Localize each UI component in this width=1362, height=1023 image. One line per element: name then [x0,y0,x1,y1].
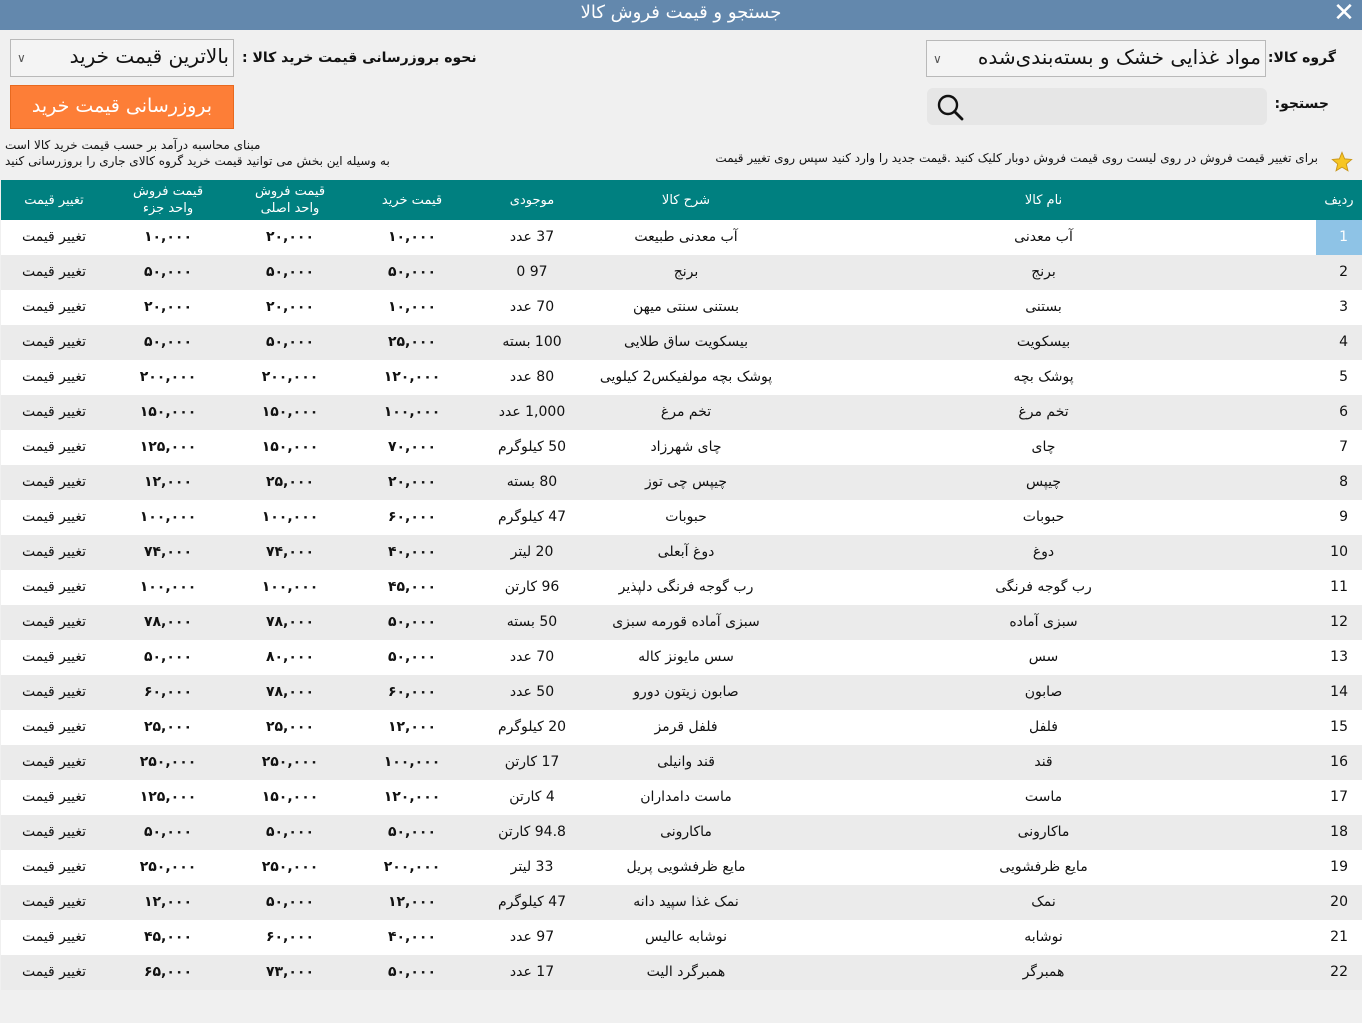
header-desc: شرح کالا [661,192,711,208]
cell-name: دوغ [1032,544,1055,560]
cell-index: 1 [1316,220,1362,255]
cell-index: 17 [1330,789,1348,805]
cell-index: 9 [1339,509,1348,525]
change-price-button[interactable]: تغییر قیمت [21,859,87,875]
cell-stock: 94.8 کارتن [498,824,566,840]
cell-stock: 37 عدد [509,229,555,245]
cell-stock: 50 کیلوگرم [497,439,567,455]
search-box [927,88,1267,125]
group-select-value: مواد غذایی خشک و بسته‌بندی‌شده [977,45,1261,69]
cell-name: ماکارونی [1017,824,1070,840]
cell-desc: مایع ظرفشویی پریل [626,859,746,875]
cell-sell-main[interactable]: ۲۰۰,۰۰۰ [261,369,319,385]
table-row[interactable] [1,430,1362,465]
cell-stock: 80 عدد [509,369,555,385]
table-row[interactable] [1,850,1362,885]
cell-stock: 17 عدد [509,964,555,980]
cell-index: 2 [1339,264,1348,280]
cell-sell-main[interactable]: ۲۰,۰۰۰ [265,229,315,245]
update-method-value: بالاترین قیمت خرید [69,44,229,68]
cell-sell-main[interactable]: ۷۴,۰۰۰ [265,544,315,560]
cell-stock: 80 بسته [506,474,558,490]
change-price-button[interactable]: تغییر قیمت [21,334,87,350]
change-price-button[interactable]: تغییر قیمت [21,369,87,385]
cell-desc: صابون زیتون دورو [633,684,739,700]
cell-desc: سبزی آماده قورمه سبزی [612,614,760,630]
header-buy: قیمت خرید [381,192,443,208]
header-sell-main-line1: قیمت فروش [254,184,326,199]
cell-buy: ۲۰۰,۰۰۰ [383,859,441,875]
header-index: ردیف [1324,192,1354,208]
cell-stock: 97 عدد [509,929,555,945]
cell-sell-part[interactable]: ۱۰,۰۰۰ [143,229,193,245]
cell-index: 4 [1339,334,1348,350]
table-row[interactable] [1,360,1362,395]
cell-buy: ۵۰,۰۰۰ [387,964,437,980]
cell-desc: حبوبات [665,509,707,525]
change-price-button[interactable]: تغییر قیمت [21,229,87,245]
table-row[interactable] [1,395,1362,430]
chevron-down-icon: ∨ [933,52,942,66]
cell-desc: همبرگرد الیت [646,964,726,980]
cell-index: 6 [1339,404,1348,420]
cell-name: مایع ظرفشویی [999,859,1088,875]
cell-desc: نمک غذا سپید دانه [633,894,739,910]
table-row[interactable] [1,955,1362,990]
cell-sell-part[interactable]: ۱۲۵,۰۰۰ [139,439,197,455]
cell-buy: ۵۰,۰۰۰ [387,614,437,630]
cell-buy: ۱۲۰,۰۰۰ [383,789,441,805]
cell-sell-part[interactable]: ۲۵۰,۰۰۰ [139,859,197,875]
cell-name: قند [1034,754,1053,770]
cell-sell-part[interactable]: ۱۰۰,۰۰۰ [139,509,197,525]
cell-buy: ۱۰۰,۰۰۰ [383,404,441,420]
cell-sell-main[interactable]: ۱۰۰,۰۰۰ [261,579,319,595]
cell-index: 13 [1330,649,1348,665]
cell-stock: 17 کارتن [504,754,560,770]
cell-name: تخم مرغ [1018,404,1069,420]
cell-buy: ۱۲۰,۰۰۰ [383,369,441,385]
cell-index: 14 [1330,684,1348,700]
cell-sell-main[interactable]: ۲۵,۰۰۰ [265,474,315,490]
cell-desc: برنج [673,264,699,280]
cell-name: همبرگر [1022,964,1065,980]
cell-stock: 1,000 عدد [498,404,566,420]
cell-index: 12 [1330,614,1348,630]
cell-sell-part[interactable]: ۶۵,۰۰۰ [143,964,193,980]
cell-stock: 20 لیتر [510,544,554,560]
cell-stock: 4 کارتن [509,789,555,805]
cell-stock: 20 کیلوگرم [497,719,567,735]
cell-buy: ۱۲,۰۰۰ [387,719,437,735]
header-name: نام کالا [1024,192,1063,208]
table-row[interactable] [1,745,1362,780]
cell-index: 20 [1330,894,1348,910]
header-action: تغییر قیمت [24,192,84,208]
cell-sell-part[interactable]: ۲۰۰,۰۰۰ [139,369,197,385]
table-row[interactable] [1,325,1362,360]
cell-name: بستنی [1025,299,1062,315]
cell-index: 5 [1339,369,1348,385]
table-row[interactable] [1,815,1362,850]
price-table [1,180,1362,990]
cell-sell-main[interactable]: ۲۵,۰۰۰ [265,719,315,735]
cell-desc: تخم مرغ [660,404,712,420]
cell-desc: دوغ آبعلی [657,544,715,560]
change-price-button[interactable]: تغییر قیمت [21,299,87,315]
cell-sell-main[interactable]: ۱۵۰,۰۰۰ [261,789,319,805]
change-price-button[interactable]: تغییر قیمت [21,579,87,595]
table-row[interactable] [1,500,1362,535]
cell-buy: ۱۰,۰۰۰ [387,299,437,315]
cell-desc: بیسکویت ساق طلایی [623,334,749,350]
table-row[interactable] [1,675,1362,710]
cell-index: 11 [1330,579,1348,595]
cell-desc: بستنی سنتی میهن [632,299,740,315]
change-price-button[interactable]: تغییر قیمت [21,894,87,910]
cell-name: سبزی آماده [1009,614,1078,630]
change-price-button[interactable]: تغییر قیمت [21,614,87,630]
cell-sell-part[interactable]: ۵۰,۰۰۰ [143,334,193,350]
cell-sell-part[interactable]: ۲۵۰,۰۰۰ [139,754,197,770]
cell-index: 7 [1339,439,1348,455]
cell-desc: چیپس چی توز [644,474,728,490]
cell-sell-part[interactable]: ۴۵,۰۰۰ [143,929,193,945]
cell-sell-main[interactable]: ۱۵۰,۰۰۰ [261,439,319,455]
cell-buy: ۴۰,۰۰۰ [387,929,437,945]
cell-sell-main[interactable]: ۷۳,۰۰۰ [265,964,315,980]
cell-buy: ۵۰,۰۰۰ [387,824,437,840]
change-price-button[interactable]: تغییر قیمت [21,964,87,980]
change-price-button[interactable]: تغییر قیمت [21,754,87,770]
update-method-label: نحوه بروزرسانی قیمت خرید کالا : [242,50,477,66]
cell-sell-part[interactable]: ۷۴,۰۰۰ [143,544,193,560]
cell-desc: رب گوجه فرنگی دلپذیر [618,579,754,595]
table-row[interactable] [1,920,1362,955]
cell-name: ماست [1024,789,1063,805]
cell-sell-part[interactable]: ۱۵۰,۰۰۰ [139,404,197,420]
hint-text: برای تغییر قیمت فروش در روی لیست روی قیمت فروش دوبار کلیک کنید .قیمت جدید را وارد کنید سپس روی تغییر قیمت [715,151,1318,165]
cell-name: سس [1028,649,1059,665]
change-price-button[interactable]: تغییر قیمت [21,474,87,490]
change-price-button[interactable]: تغییر قیمت [21,684,87,700]
cell-buy: ۴۵,۰۰۰ [387,579,437,595]
cell-sell-main[interactable]: ۵۰,۰۰۰ [265,334,315,350]
cell-desc: ماکارونی [660,824,712,840]
cell-buy: ۲۵,۰۰۰ [387,334,437,350]
cell-sell-part[interactable]: ۱۲,۰۰۰ [143,474,193,490]
cell-stock: 70 عدد [509,299,555,315]
cell-sell-main[interactable]: ۶۰,۰۰۰ [265,929,315,945]
change-price-button[interactable]: تغییر قیمت [21,544,87,560]
cell-stock: 47 کیلوگرم [497,894,567,910]
cell-index: 3 [1339,299,1348,315]
cell-sell-part[interactable]: ۶۰,۰۰۰ [143,684,193,700]
cell-sell-main[interactable]: ۲۵۰,۰۰۰ [261,859,319,875]
cell-buy: ۶۰,۰۰۰ [387,684,437,700]
group-select[interactable] [926,40,1266,77]
star-icon [1331,151,1353,173]
cell-desc: آب معدنی طبیعت [634,229,738,245]
cell-index: 22 [1330,964,1348,980]
note-line-2: به وسیله این بخش می توانید قیمت خرید گروه کالای جاری را بروزرسانی کنید [5,154,390,168]
cell-name: رب گوجه فرنگی [995,579,1092,595]
cell-sell-main[interactable]: ۱۰۰,۰۰۰ [261,509,319,525]
change-price-button[interactable]: تغییر قیمت [21,789,87,805]
table-row[interactable] [1,780,1362,815]
cell-name: فلفل [1028,719,1058,735]
cell-buy: ۲۰,۰۰۰ [387,474,437,490]
cell-desc: پوشک بچه مولفیکس2 کیلویی [599,369,773,385]
cell-desc: چای شهرزاد [650,439,722,455]
change-price-button[interactable]: تغییر قیمت [21,649,87,665]
cell-sell-main[interactable]: ۱۵۰,۰۰۰ [261,404,319,420]
cell-desc: قند وانیلی [657,754,715,770]
cell-stock: 96 کارتن [504,579,560,595]
window-title: جستجو و قیمت فروش کالا [580,2,782,23]
table-row[interactable] [1,570,1362,605]
table-row[interactable] [1,220,1362,255]
table-row[interactable] [1,710,1362,745]
cell-index: 21 [1330,929,1348,945]
table-header [1,180,1362,220]
close-icon[interactable]: ✕ [1333,0,1355,28]
search-label: جستجو: [1274,96,1329,112]
cell-sell-part[interactable]: ۵۰,۰۰۰ [143,264,193,280]
header-sell-part [107,180,229,220]
cell-name: پوشک بچه [1013,369,1074,385]
cell-stock: 50 بسته [506,614,558,630]
cell-sell-part[interactable]: ۵۰,۰۰۰ [143,649,193,665]
cell-stock: 97 0 [516,264,548,280]
cell-name: نوشابه [1024,929,1063,945]
cell-buy: ۶۰,۰۰۰ [387,509,437,525]
title-bar [0,0,1362,30]
cell-sell-main[interactable]: ۵۰,۰۰۰ [265,894,315,910]
cell-index: 15 [1330,719,1348,735]
cell-buy: ۵۰,۰۰۰ [387,649,437,665]
cell-index: 16 [1330,754,1348,770]
cell-index: 19 [1330,859,1348,875]
group-label: گروه کالا: [1267,50,1336,66]
cell-buy: ۱۰۰,۰۰۰ [383,754,441,770]
cell-name: حبوبات [1022,509,1065,525]
cell-index: 8 [1339,474,1348,490]
cell-buy: ۴۰,۰۰۰ [387,544,437,560]
cell-sell-main[interactable]: ۵۰,۰۰۰ [265,824,315,840]
cell-stock: 33 لیتر [510,859,554,875]
cell-name: بیسکویت [1016,334,1071,350]
cell-stock: 47 کیلوگرم [497,509,567,525]
update-method-select[interactable] [10,39,234,77]
chevron-down-icon: ∨ [17,51,26,65]
table-row[interactable] [1,290,1362,325]
search-icon[interactable] [935,92,965,122]
cell-sell-part[interactable]: ۲۵,۰۰۰ [143,719,193,735]
cell-buy: ۵۰,۰۰۰ [387,264,437,280]
change-price-button[interactable]: تغییر قیمت [21,404,87,420]
table-row[interactable] [1,535,1362,570]
cell-name: نمک [1031,894,1056,910]
cell-name: چیپس [1026,474,1061,490]
cell-name: برنج [1031,264,1056,280]
cell-sell-main[interactable]: ۲۵۰,۰۰۰ [261,754,319,770]
header-sell-part-line2: واحد جزء [142,201,194,216]
table-body [1,220,1362,990]
cell-sell-part[interactable]: ۱۲,۰۰۰ [143,894,193,910]
search-input[interactable] [973,89,1267,124]
cell-buy: ۱۰,۰۰۰ [387,229,437,245]
cell-desc: ماست دامداران [640,789,732,805]
table-row[interactable] [1,605,1362,640]
header-sell-main [229,180,351,220]
cell-buy: ۷۰,۰۰۰ [387,439,437,455]
change-price-button[interactable]: تغییر قیمت [21,264,87,280]
cell-name: صابون [1024,684,1063,700]
header-stock: موجودی [509,192,555,208]
cell-desc: فلفل قرمز [654,719,718,735]
cell-sell-main[interactable]: ۲۰,۰۰۰ [265,299,315,315]
cell-sell-part[interactable]: ۵۰,۰۰۰ [143,824,193,840]
cell-name: چای [1031,439,1056,455]
cell-stock: 50 عدد [509,684,555,700]
change-price-button[interactable]: تغییر قیمت [21,824,87,840]
table-row[interactable] [1,640,1362,675]
change-price-button[interactable]: تغییر قیمت [21,439,87,455]
cell-sell-main[interactable]: ۵۰,۰۰۰ [265,264,315,280]
cell-sell-main[interactable]: ۷۸,۰۰۰ [265,684,315,700]
cell-stock: 100 بسته [502,334,562,350]
cell-name: آب معدنی [1014,229,1073,245]
table-row[interactable] [1,465,1362,500]
header-sell-main-line2: واحد اصلی [260,201,320,216]
cell-sell-main[interactable]: ۷۸,۰۰۰ [265,614,315,630]
note-line-1: مبنای محاسبه درآمد بر حسب قیمت خرید کالا است [5,138,261,152]
cell-buy: ۱۲,۰۰۰ [387,894,437,910]
cell-desc: سس مایونز کاله [638,649,734,665]
change-price-button[interactable]: تغییر قیمت [21,719,87,735]
cell-sell-part[interactable]: ۷۸,۰۰۰ [143,614,193,630]
cell-sell-main[interactable]: ۸۰,۰۰۰ [265,649,315,665]
change-price-button[interactable]: تغییر قیمت [21,509,87,525]
cell-sell-part[interactable]: ۱۰۰,۰۰۰ [139,579,197,595]
change-price-button[interactable]: تغییر قیمت [21,929,87,945]
cell-index: 18 [1330,824,1348,840]
cell-desc: نوشابه عالیس [645,929,727,945]
cell-sell-part[interactable]: ۲۰,۰۰۰ [143,299,193,315]
table-row[interactable] [1,885,1362,920]
cell-sell-part[interactable]: ۱۲۵,۰۰۰ [139,789,197,805]
table-row[interactable] [1,255,1362,290]
cell-index: 10 [1330,544,1348,560]
update-price-button[interactable]: بروزرسانی قیمت خرید [10,85,234,129]
cell-stock: 70 عدد [509,649,555,665]
header-sell-part-line1: قیمت فروش [132,184,204,199]
